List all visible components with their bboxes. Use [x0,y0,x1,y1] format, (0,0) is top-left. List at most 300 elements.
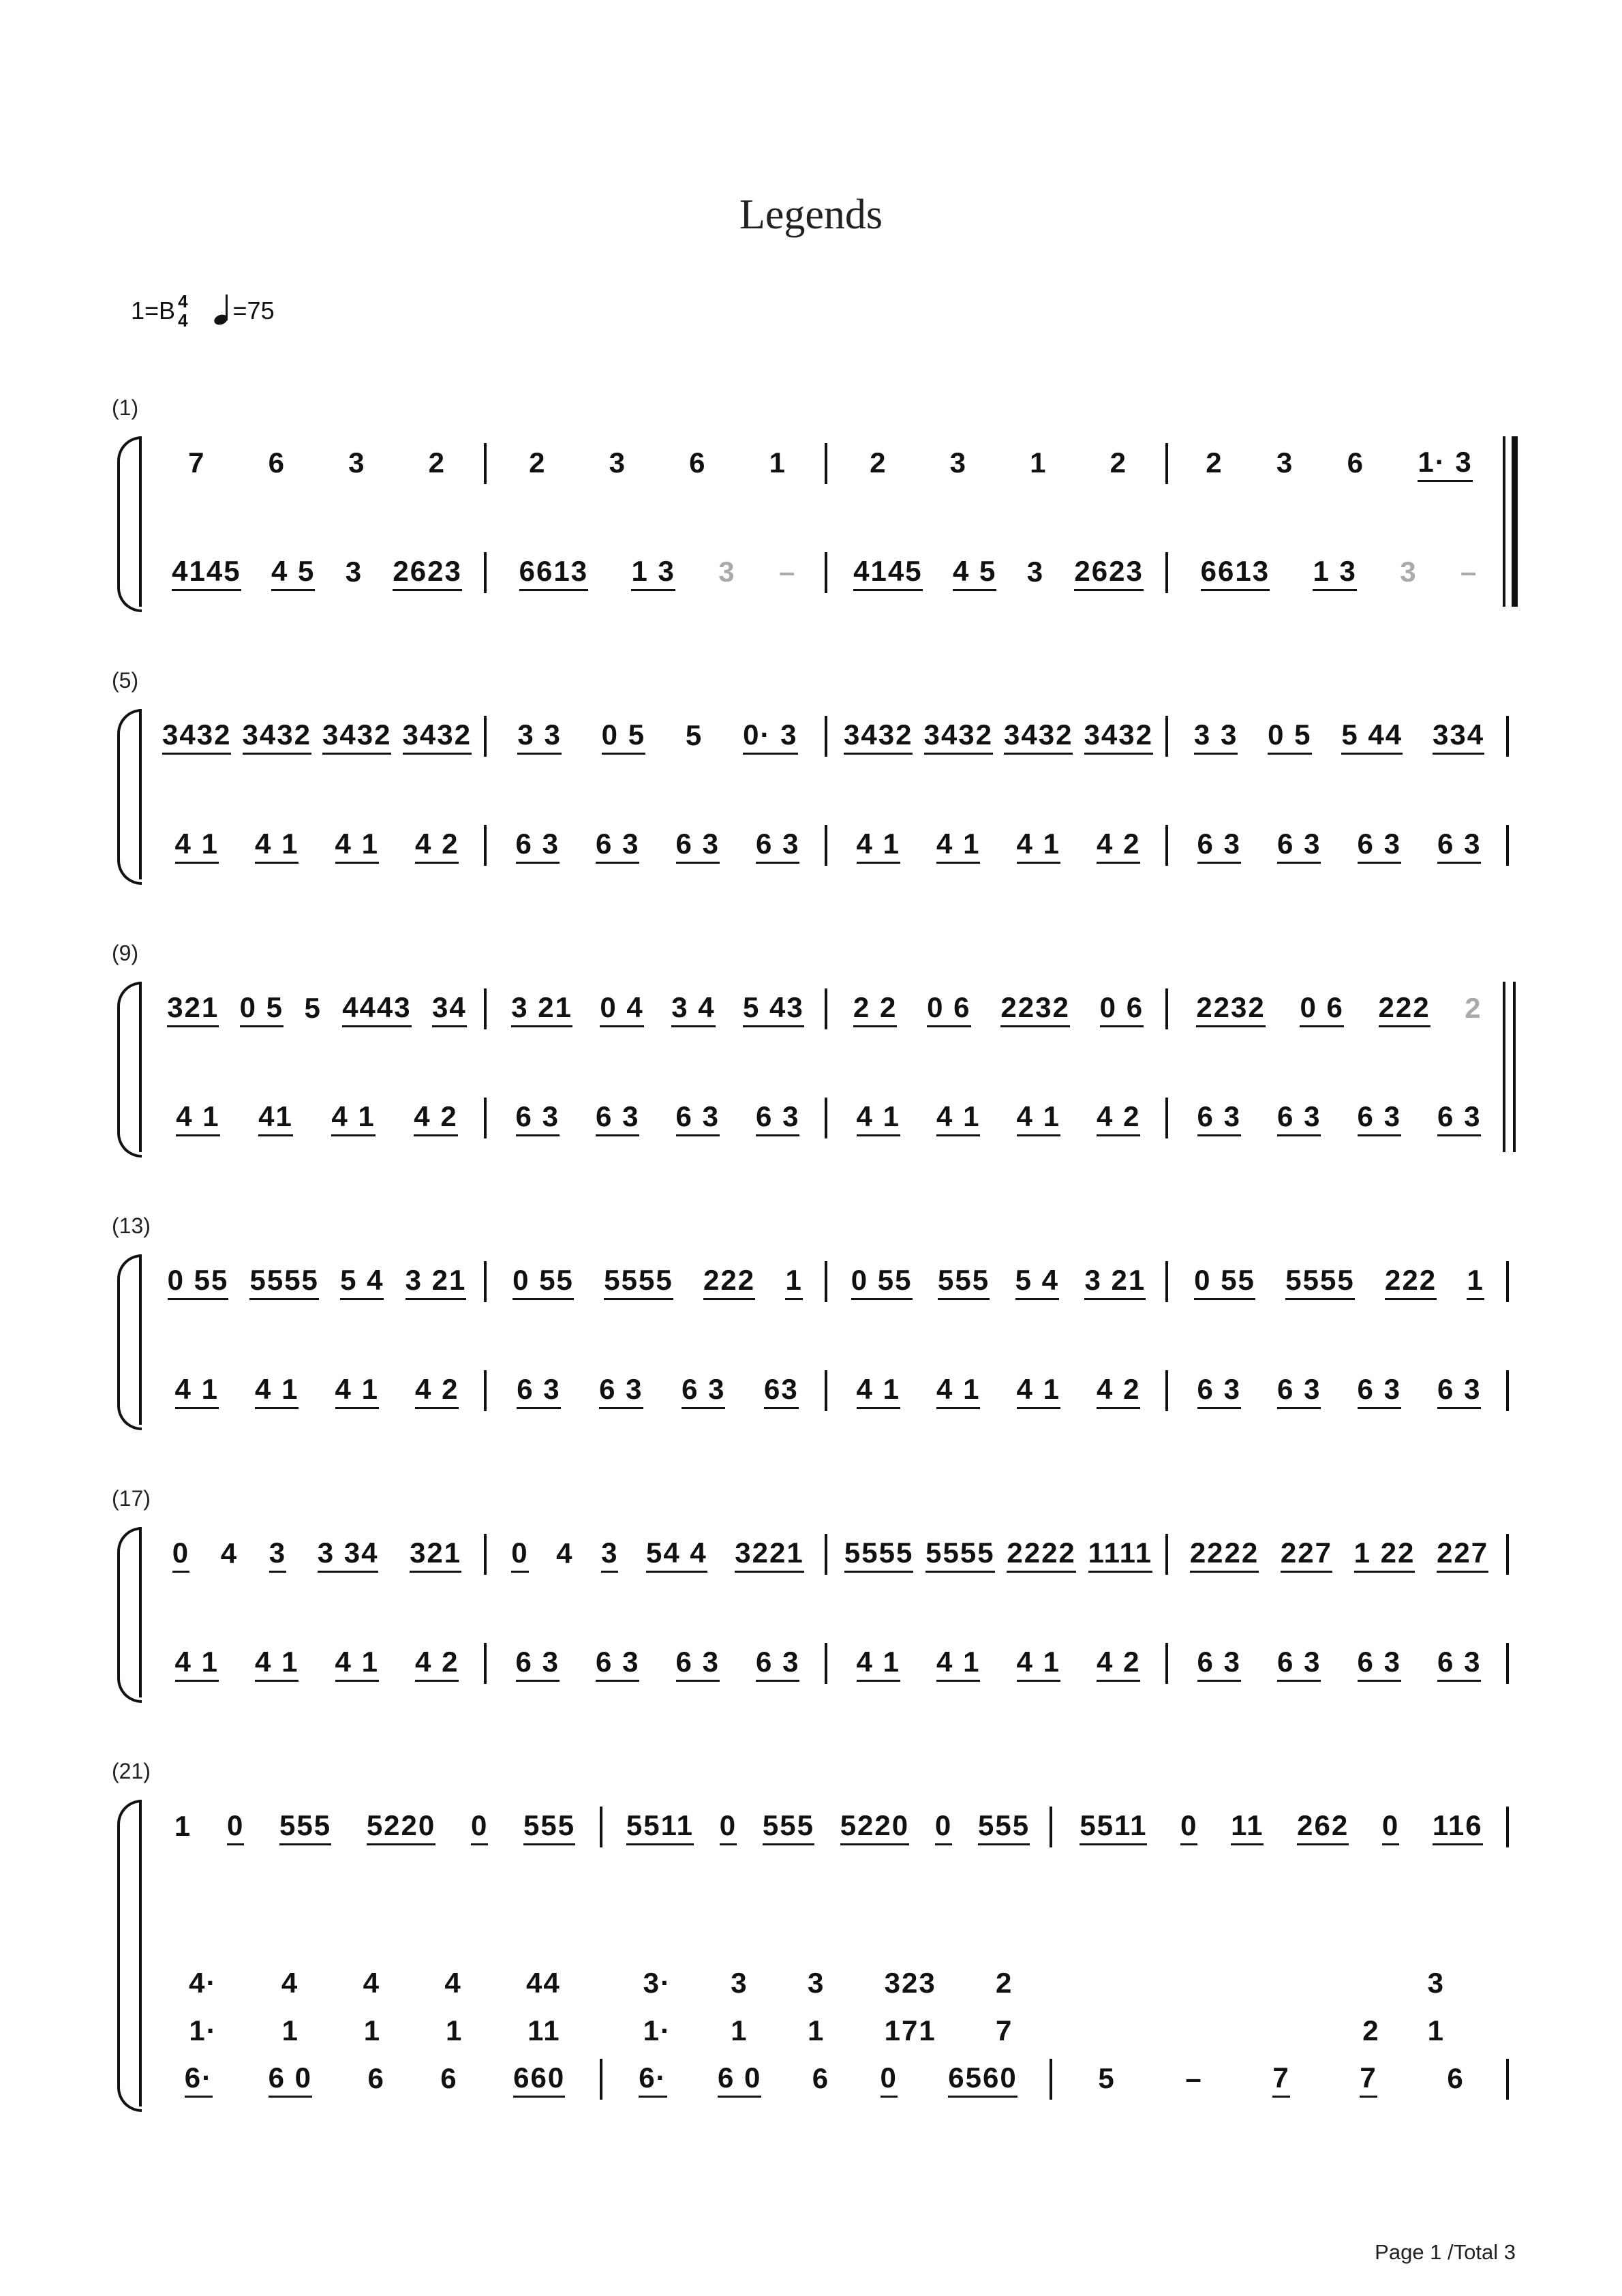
note-group: 323 [884,1967,936,1999]
note-group: 0 55 [168,1264,229,1300]
measure [157,2008,593,2055]
upper-staff [0,985,1622,1033]
note-group: 6· [639,2061,667,2098]
upper-staff [0,1258,1622,1305]
measure [498,1367,818,1415]
note-group: 6 3 [1197,1646,1241,1682]
note-group: 1· [189,2014,217,2046]
tempo-value: =75 [232,297,275,324]
note-group: 3432 [322,719,391,755]
note-group: 3 [1427,1967,1445,1999]
note-group: 4 1 [331,1100,375,1136]
note-group: 3221 [735,1537,804,1573]
note-group: 0 [935,1809,952,1845]
note-group: 4 1 [936,828,980,864]
note-group: 3 [1400,556,1418,588]
note-group: 4 1 [857,1646,900,1682]
note-group: 3 3 [1194,719,1238,755]
note-group: 0 [227,1809,244,1845]
measure [838,1640,1159,1687]
note-group: 0 [471,1809,488,1845]
note-group: 6613 [519,555,588,591]
note-group: 555 [978,1809,1030,1845]
note-group: 6560 [948,2061,1017,2098]
note-group: 3 [269,1537,286,1573]
note-group: 4 2 [415,1373,459,1409]
note-group: 555 [279,1809,331,1845]
measure [838,712,1159,760]
note-group: 0 [511,1537,528,1573]
note-group: 5555 [249,1264,318,1300]
note-group: 5555 [844,1537,913,1573]
note-group: 3 4 [671,991,715,1027]
measure [498,1094,818,1142]
note-group: 2623 [1074,555,1143,591]
note-group: 4 1 [175,828,219,864]
note-group: 6 3 [1437,1646,1481,1682]
note-group: 2 [1362,2014,1380,2046]
measure [157,1803,593,1851]
note-group: 4 2 [1097,1100,1140,1136]
note-group: 4 1 [857,1100,900,1136]
note-group: 4 [178,291,188,312]
measure [613,1960,1043,2008]
key-signature: 1=B [131,297,176,324]
measure [1179,549,1499,596]
note-group: 4 [178,310,188,331]
note-group: 6 3 [1358,1646,1401,1682]
note-group: 3 3 [517,719,561,755]
measure [838,1258,1159,1305]
note-group: 3432 [924,719,993,755]
note-group: 41 [258,1100,293,1136]
note-group: 6 [1447,2062,1465,2094]
measure [498,549,818,596]
note-group: 3 34 [318,1537,379,1573]
note-group: 6613 [1201,555,1270,591]
note-group: 2 2 [853,991,897,1027]
measure-number: (17) [112,1486,151,1511]
note-group: 6 3 [1277,1646,1321,1682]
measure [1179,1530,1499,1578]
note-group: 1 [174,1810,192,1842]
note-group: 171 [884,2014,936,2046]
note-group: 4 1 [1017,1100,1060,1136]
note-group: 4 1 [255,828,299,864]
note-group: 4 1 [1017,1646,1060,1682]
note-group: 4 1 [857,828,900,864]
note-group: 5555 [604,1264,673,1300]
note-group: 555 [938,1264,990,1300]
note-group: 6 3 [756,1100,799,1136]
score-header [131,292,275,330]
note-group: – [1460,556,1478,588]
note-group: 2 [529,447,547,479]
note-group: 660 [513,2061,565,2098]
measure [838,440,1159,487]
measure [613,2055,1043,2103]
note-group: 6 3 [1358,828,1401,864]
note-group: 3432 [162,719,231,755]
note-group: 0 [172,1537,189,1573]
note-group: 4 1 [255,1373,299,1409]
note-group: 4 5 [271,555,315,591]
note-group: 7 [1272,2061,1289,2098]
note-group: 0 55 [851,1264,913,1300]
note-group: 4 1 [255,1646,299,1682]
lower-staff [0,821,1622,869]
note-group: 3 21 [406,1264,467,1300]
measure [1179,1367,1499,1415]
note-group: 7 [188,447,206,479]
note-group: 5511 [1080,1809,1147,1845]
note-group: 3 [601,1537,618,1573]
measure [838,549,1159,596]
note-group: 3 [718,556,736,588]
lower-staff [0,1640,1622,1687]
note-group: 116 [1433,1809,1483,1845]
note-group: 5 [304,992,322,1024]
note-group: 3432 [1084,719,1153,755]
note-group: 4443 [342,991,411,1027]
measure [157,1960,593,2008]
note-group: 2 [995,1967,1013,1999]
lower-chord-mid [0,2008,1622,2055]
note-group: 6 3 [1197,1373,1241,1409]
note-group: 4 2 [1097,828,1140,864]
note-group: 555 [763,1809,814,1845]
note-group: 6 3 [1197,828,1241,864]
note-group: 227 [1437,1537,1488,1573]
note-group: 2 [1465,992,1482,1024]
note-group: 3432 [403,719,472,755]
note-group: 6 3 [516,1646,560,1682]
note-group: 2 [1206,447,1223,479]
note-group: 0 [881,2061,898,2098]
measure [498,1530,818,1578]
note-group: 0 4 [600,991,643,1027]
note-group: 5 4 [1015,1264,1059,1300]
note-group: 6 3 [1437,1373,1481,1409]
note-group: 0 [1180,1809,1197,1845]
measure [157,712,477,760]
measure [498,985,818,1033]
note-group: 4 1 [176,1100,219,1136]
measure [1179,1094,1499,1142]
note-group: 6 3 [596,1100,639,1136]
note-group: 3432 [243,719,311,755]
note-group: 0 5 [1268,719,1311,755]
note-group: 4 [281,1967,299,1999]
note-group: 4 1 [1017,828,1060,864]
note-group: 0 [1382,1809,1399,1845]
note-group: 555 [523,1809,575,1845]
note-group: 4 1 [857,1373,900,1409]
note-group: 222 [703,1264,755,1300]
note-group: 5555 [1285,1264,1354,1300]
note-group: 6 3 [756,1646,799,1682]
note-group: 2222 [1190,1537,1259,1573]
note-group: 5511 [626,1809,694,1845]
measure-number: (9) [112,941,139,965]
measure [157,1530,477,1578]
note-group: 6 [812,2062,830,2094]
measure [1063,1960,1499,2008]
measure [1179,985,1499,1033]
note-group: 2222 [1007,1537,1075,1573]
note-group: 1 3 [631,555,675,591]
note-group: 5 4 [340,1264,384,1300]
measure [157,985,477,1033]
note-group: 6 3 [1437,828,1481,864]
note-group: 4145 [172,555,241,591]
note-group: 6 3 [756,828,799,864]
measure [1179,712,1499,760]
note-group: 4 1 [936,1373,980,1409]
measure [1179,1258,1499,1305]
measure-number: (5) [112,668,139,693]
note-group: 54 4 [646,1537,707,1573]
note-group: 262 [1297,1809,1349,1845]
note-group: 4 1 [1017,1373,1060,1409]
lower-chord-bottom [0,2055,1622,2103]
measure [157,440,477,487]
note-group: 6 0 [718,2061,761,2098]
note-group: 6 3 [1277,828,1321,864]
measure [1179,1640,1499,1687]
note-group: 4 5 [953,555,996,591]
note-group: 3 [807,1967,825,1999]
note-group: 2 [1110,447,1127,479]
measure [1179,821,1499,869]
note-group: 6 3 [516,1100,560,1136]
note-group: 63 [764,1373,799,1409]
note-group: 6 3 [682,1373,725,1409]
time-signature [178,292,187,330]
measure [613,2008,1043,2055]
note-group: 4 1 [335,1646,379,1682]
note-group: 2 [428,447,446,479]
note-group: 0 6 [927,991,970,1027]
note-group: 6 3 [676,1646,720,1682]
note-group: 6· [185,2061,213,2098]
measure-number: (13) [112,1213,151,1238]
note-group: 4 2 [415,1646,459,1682]
note-group: 6 3 [1197,1100,1241,1136]
lower-staff [0,549,1622,596]
note-group: 5555 [925,1537,994,1573]
note-group: 1 3 [1313,555,1356,591]
note-group: 4 1 [335,1373,379,1409]
note-group: 3 [1026,556,1045,588]
note-group: 3 [949,447,967,479]
note-group: 6 0 [269,2061,312,2098]
note-group: 11 [527,2014,561,2046]
upper-staff [0,712,1622,760]
note-group: 34 [432,991,467,1027]
note-group: 6 3 [1277,1373,1321,1409]
note-group: 11 [1231,1809,1264,1845]
measure [1179,440,1499,487]
measure [498,440,818,487]
measure [1063,2055,1499,2103]
page-indicator: Page 1 /Total 3 [1375,2240,1516,2264]
note-group: 222 [1385,1264,1437,1300]
note-group: 6 [689,447,707,479]
measure [498,821,818,869]
note-group: 4 2 [415,828,459,864]
note-group: 6 3 [1437,1100,1481,1136]
note-group: 1· [643,2014,671,2046]
note-group: 4 1 [936,1646,980,1682]
note-group: 3 [731,1967,748,1999]
note-group: 1 [1467,1264,1484,1300]
note-group: 3432 [1004,719,1073,755]
note-group: 0 55 [512,1264,574,1300]
note-group: 4 2 [414,1100,457,1136]
note-group: 1111 [1088,1537,1152,1573]
lower-staff [0,1094,1622,1142]
note-group: 2232 [1196,991,1265,1027]
note-group: 3 21 [1084,1264,1146,1300]
note-group: 4 2 [1097,1646,1140,1682]
note-group: 0 [720,1809,737,1845]
measure-number: (1) [112,395,139,420]
note-group: 321 [410,1537,461,1573]
measure [157,2055,593,2103]
lower-chord-top [0,1960,1622,2008]
note-group: 3· [643,1967,671,1999]
note-group: 6 [367,2062,385,2094]
measure [498,1258,818,1305]
note-group: 0 5 [602,719,645,755]
lower-staff [0,1367,1622,1415]
note-group: 4 [556,1537,574,1569]
measure [498,1640,818,1687]
note-group: 227 [1281,1537,1332,1573]
note-group: 1 [445,2014,463,2046]
note-group: 3 [609,447,626,479]
measure [157,1640,477,1687]
measure [1063,1803,1499,1851]
measure [1063,2008,1499,2055]
note-group: 1 [1427,2014,1445,2046]
note-group: 6 [1347,447,1365,479]
note-group: 6 3 [596,828,639,864]
note-group: 1 [769,447,786,479]
measure [157,549,477,596]
measure-number: (21) [112,1759,151,1783]
note-group: 6 3 [676,828,720,864]
note-group: 6 3 [517,1373,560,1409]
measure [838,821,1159,869]
note-group: 44 [526,1967,561,1999]
note-group: 4 1 [936,1100,980,1136]
note-group: 6 3 [599,1373,643,1409]
upper-staff [0,1530,1622,1578]
note-group: 2232 [1000,991,1069,1027]
measure [838,1094,1159,1142]
measure [838,1530,1159,1578]
note-group: 3 [1276,447,1294,479]
note-group: 0 6 [1300,991,1343,1027]
note-group: 1 [731,2014,748,2046]
note-group: 4 [220,1537,239,1569]
note-group: 2 [870,447,887,479]
measure [157,1367,477,1415]
note-group: 7 [995,2014,1013,2046]
note-group: 6 3 [1358,1100,1401,1136]
measure [838,1367,1159,1415]
measure [498,712,818,760]
quarter-note-icon [213,297,233,324]
note-group: 0 5 [240,991,284,1027]
note-group: 5 [685,719,703,751]
measure [613,1803,1043,1851]
note-group: 3 [348,447,366,479]
note-group: – [778,556,797,588]
note-group: 1 [281,2014,299,2046]
note-group: 6 [440,2062,458,2094]
note-group: 2623 [393,555,461,591]
note-group: 4· [189,1967,217,1999]
note-group: 0 55 [1194,1264,1255,1300]
note-group: 4 [363,1967,380,1999]
upper-staff [0,440,1622,487]
note-group: 6 3 [596,1646,639,1682]
measure [838,985,1159,1033]
note-group: 6 3 [676,1100,720,1136]
note-group: 1 22 [1354,1537,1416,1573]
note-group: 1 [807,2014,825,2046]
note-group: 321 [167,991,219,1027]
note-group: 7 [1360,2061,1377,2098]
note-group: 0· 3 [743,719,797,755]
note-group: – [1185,2062,1203,2094]
note-group: 222 [1379,991,1430,1027]
note-group: 4 2 [1097,1373,1140,1409]
measure [157,821,477,869]
note-group: 6 3 [1277,1100,1321,1136]
note-group: 3 21 [511,991,572,1027]
upper-staff [0,1803,1622,1851]
measure [157,1258,477,1305]
note-group: 3 [345,556,363,588]
note-group: 6 [268,447,286,479]
note-group: 5220 [840,1809,909,1845]
note-group: 334 [1433,719,1484,755]
note-group: 5220 [367,1809,435,1845]
note-group: 4 1 [175,1373,219,1409]
note-group: 6 3 [516,828,560,864]
note-group: 4145 [853,555,922,591]
note-group: 4 1 [335,828,379,864]
note-group: 4 1 [175,1646,219,1682]
note-group: 5 43 [743,991,804,1027]
page-title: Legends [739,192,883,238]
note-group: 3432 [844,719,913,755]
note-group: 4 [444,1967,462,1999]
note-group: 5 [1098,2062,1116,2094]
note-group: 5 44 [1341,719,1403,755]
note-group: 1 [785,1264,802,1300]
note-group: 1· 3 [1418,446,1472,482]
note-group: 1 [1030,447,1047,479]
note-group: 0 6 [1100,991,1144,1027]
note-group: 1 [363,2014,382,2046]
note-group: 6 3 [1358,1373,1401,1409]
measure [157,1094,477,1142]
